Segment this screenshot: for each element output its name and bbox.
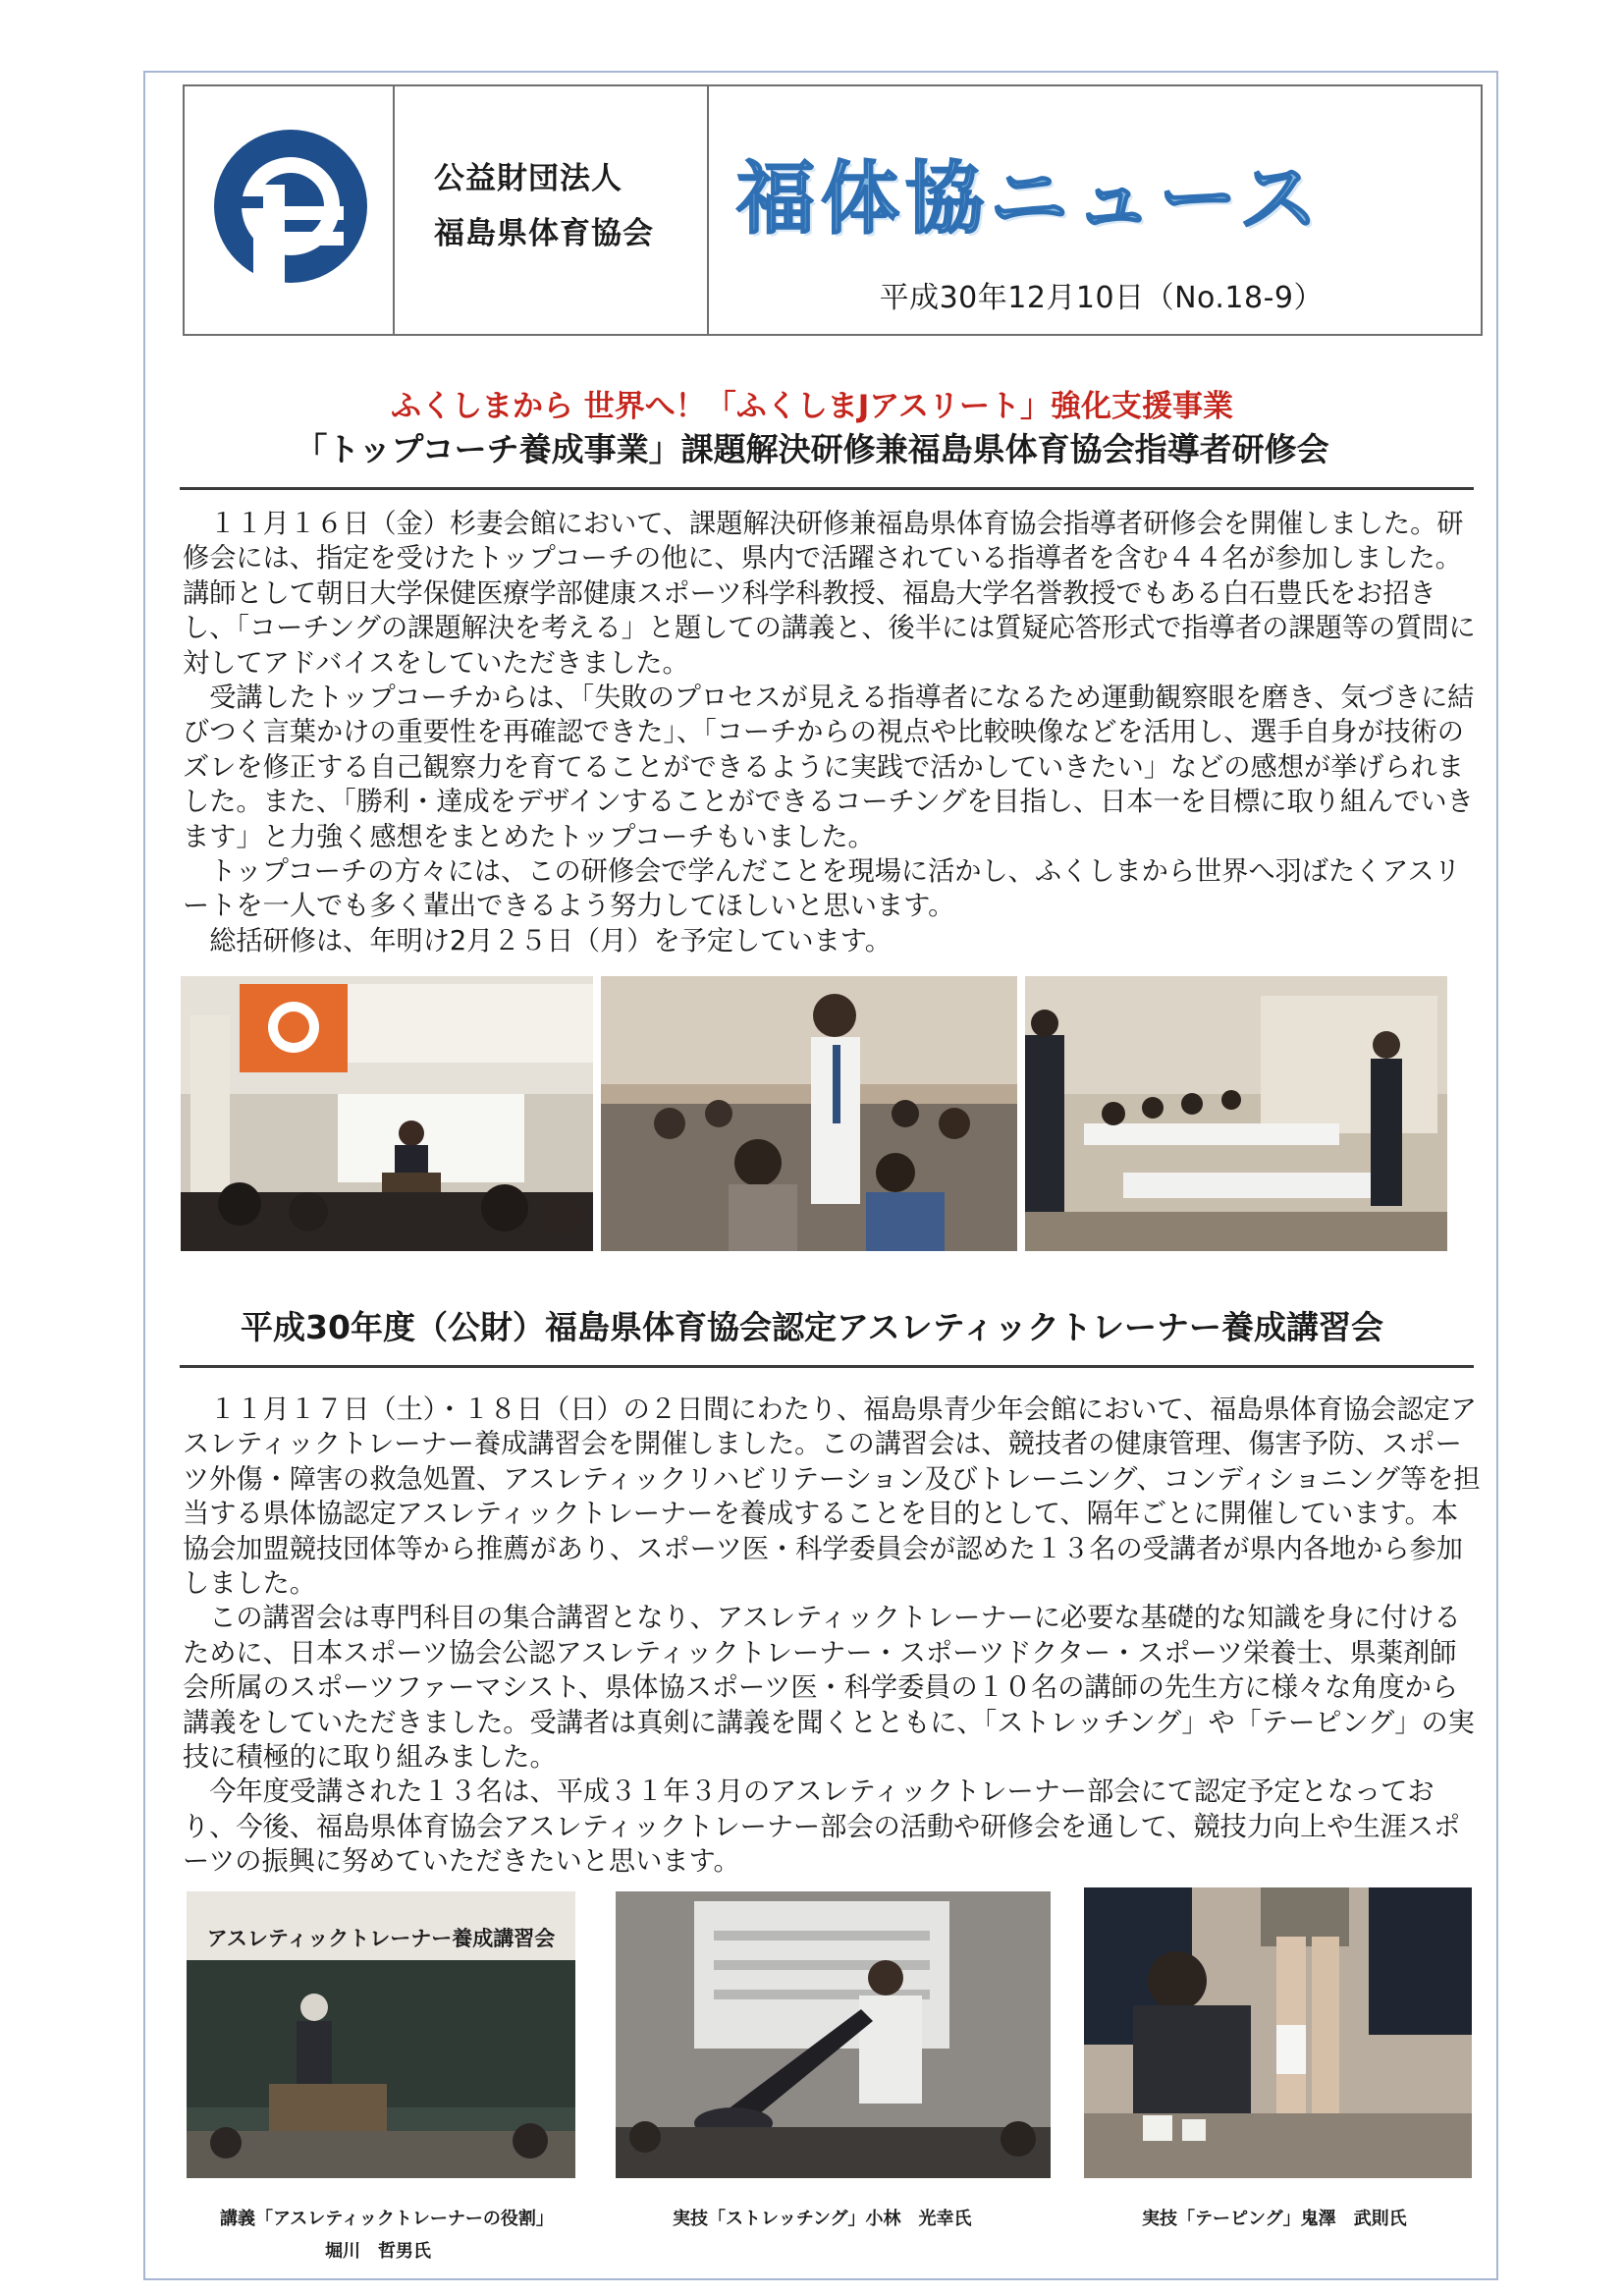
photo-lecture-athletic-trainer [187,1891,575,2178]
org-type: 公益財団法人 [434,161,623,196]
article1-paragraph: 総括研修は、年明け2月２５日（月）を予定しています。 [209,925,892,957]
organization-cell [395,86,709,334]
article2-paragraph: この講習会は専門科目の集合講習となり、アスレティックトレーナーに必要な基礎的な知識を身に付けるために、日本スポーツ協会公認アスレティックトレーナー・スポーツドクター・スポーツ栄養士、県薬剤師会所属のスポーツファーマシスト、県体協スポーツ医・科学委員の１０名の講師の先生方に様々な角度から講義をしていただきました。受講者は真剣に講義を聞くとともに、「ストレッチング」や「テーピング」の実技に積極的に取り組みました。 [183,1603,1475,1774]
article1-kicker: ふくしまから 世界へ！「ふくしまJアスリート」強化支援事業 [390,389,1234,424]
divider [180,487,1474,490]
article2-paragraph: 今年度受講された１３名は、平成３１年３月のアスレティックトレーナー部会にて認定予定となっており、今後、福島県体育協会アスレティックトレーナー部会の活動や研修会を通して、競技力向上や生涯スポーツの振興に努めていただきたいと思います。 [183,1777,1461,1878]
article1-body [183,507,1481,958]
photo-lecturer-podium [181,976,593,1251]
federation-logo-icon [185,86,393,338]
article1-paragraph: トップコーチの方々には、この研修会で学んだことを現場に活かし、ふくしまから世界へ羽ばたくアスリートを一人でも多く輩出できるよう努力してほしいと思います。 [183,856,1461,922]
org-name: 福島県体育協会 [434,216,654,251]
article2-body [183,1393,1481,1880]
article2-paragraph: １１月１７日（土）・１８日（日）の２日間にわたり、福島県青少年会館において、福島県体育協会認定アスレティックトレーナー養成講習会を開催しました。この講習会は、競技者の健康管理、傷害予防、スポーツ外傷・障害の救急処置、アスレティックリハビリテーション及びトレーニング、コンディショニング等を担当する県体協認定アスレティックトレーナーを養成することを目的として、隔年ごとに開催しています。本協会加盟競技団体等から推薦があり、スポーツ医・科学委員会が認めた１３名の受講者が県内各地から参加しました。 [183,1394,1481,1600]
divider [180,1365,1474,1368]
photo-taping-practice [1084,1887,1472,2178]
photo3-caption: 実技「テーピング」鬼澤 武則氏 [1142,2209,1407,2229]
article1-headline: 「トップコーチ養成事業」課題解決研修兼福島県体育協会指導者研修会 [295,430,1329,468]
newsletter-title: 福体協ニュース [736,153,1324,245]
issue-date: 平成30年12月10日（No.18-9） [879,281,1324,315]
photo1-caption-name: 堀川 哲男氏 [325,2241,431,2262]
photo1-caption: 講義「アスレティックトレーナーの役割」 [220,2209,554,2229]
banner-text: アスレティックトレーナー養成講習会 [206,1927,556,1950]
article1-paragraph: １１月１６日（金）杉妻会館において、課題解決研修兼福島県体育協会指導者研修会を開催しました。研修会には、指定を受けたトップコーチの他に、県内で活躍されている指導者を含む４４名が参加しました。講師として朝日大学保健医療学部健康スポーツ科学科教授、福島大学名誉教授でもある白石豊氏をお招きし、「コーチングの課題解決を考える」と題しての講義と、後半には質疑応答形式で指導者の課題等の質問に対してアドバイスをしていただきました。 [183,509,1476,679]
logo-cell [185,86,395,334]
photo-stretching-practice [616,1891,1051,2178]
photo-participant-question [601,976,1017,1251]
photo-seminar-room [1025,976,1447,1251]
masthead [183,84,1483,336]
article2-headline: 平成30年度（公財）福島県体育協会認定アスレティックトレーナー養成講習会 [241,1308,1383,1346]
photo2-caption: 実技「ストレッチング」小林 光幸氏 [673,2209,972,2229]
article1-paragraph: 受講したトップコーチからは、「失敗のプロセスが見える指導者になるため運動観察眼を磨き、気づきに結びつく言葉かけの重要性を再確認できた」、「コーチからの視点や比較映像などを活用し、選手自身が技術のズレを修正する自己観察力を育てることができるように実践で活かしていきたい」などの感想が挙げられました。また、「勝利・達成をデザインすることができるコーチングを目指し、日本一を目標に取り組んでいきます」と力強く感想をまとめたトップコーチもいました。 [183,683,1475,852]
title-cell [709,86,1481,334]
